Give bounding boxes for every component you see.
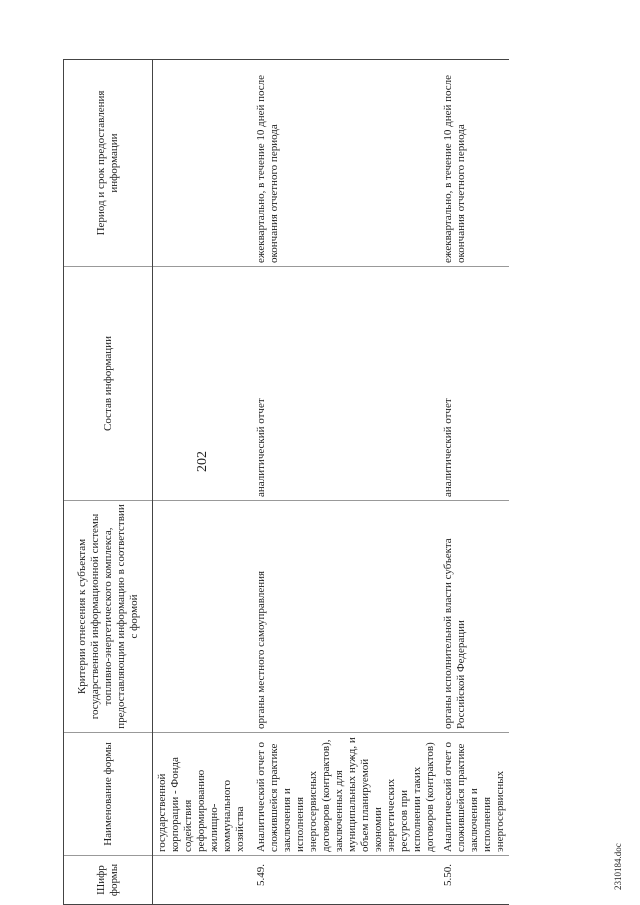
footer-file-code: 2310184.doc: [613, 843, 623, 890]
forms-table: [63, 59, 509, 905]
table-row-continuation: [153, 60, 254, 905]
page-number: 202: [195, 451, 210, 472]
cell-criteria: [153, 501, 254, 733]
cell-period: ежеквартально, в течение 10 дней после окончания отчетного периода: [440, 60, 509, 267]
cell-period: [153, 60, 254, 267]
cell-name: государственной корпорации - Фонда содействия реформированию жилищно-коммунального хозяйства: [153, 733, 254, 856]
cell-period: ежеквартально, в течение 10 дней после окончания отчетного периода: [253, 60, 440, 267]
header-criteria: Критерии отнесения к субъектам государственной информационной системы топливно-энергетического комплекса, предоставляющим информацию в соответствии с формой: [64, 501, 153, 733]
cell-criteria: органы исполнительной власти субъекта Российской Федерации: [440, 501, 509, 733]
cell-code: 5.50.: [440, 856, 509, 905]
cell-criteria: органы местного самоуправления: [253, 501, 440, 733]
table-header-row: [64, 60, 153, 905]
table-row: [440, 60, 509, 905]
header-period: Период и срок предоставления информации: [64, 60, 153, 267]
header-code: Шифр формы: [64, 856, 153, 905]
cell-content: [153, 267, 254, 501]
cell-code: 5.49.: [253, 856, 440, 905]
cell-content: аналитический отчет: [253, 267, 440, 501]
cell-code: [153, 856, 254, 905]
table-row: [253, 60, 440, 905]
cell-name: Аналитический отчет о сложившейся практике заключения и исполнения энергосервисных договоров (контрактов), заключенных для муниципальных нужд, и объем планируемой экономии энергетических ресурсов при исполнении таких договоров (контрактов): [253, 733, 440, 856]
cell-name: Аналитический отчет о сложившейся практике заключения и исполнения энергосервисных: [440, 733, 509, 856]
cell-content: аналитический отчет: [440, 267, 509, 501]
header-content: Состав информации: [64, 267, 153, 501]
header-name: Наименование формы: [64, 733, 153, 856]
